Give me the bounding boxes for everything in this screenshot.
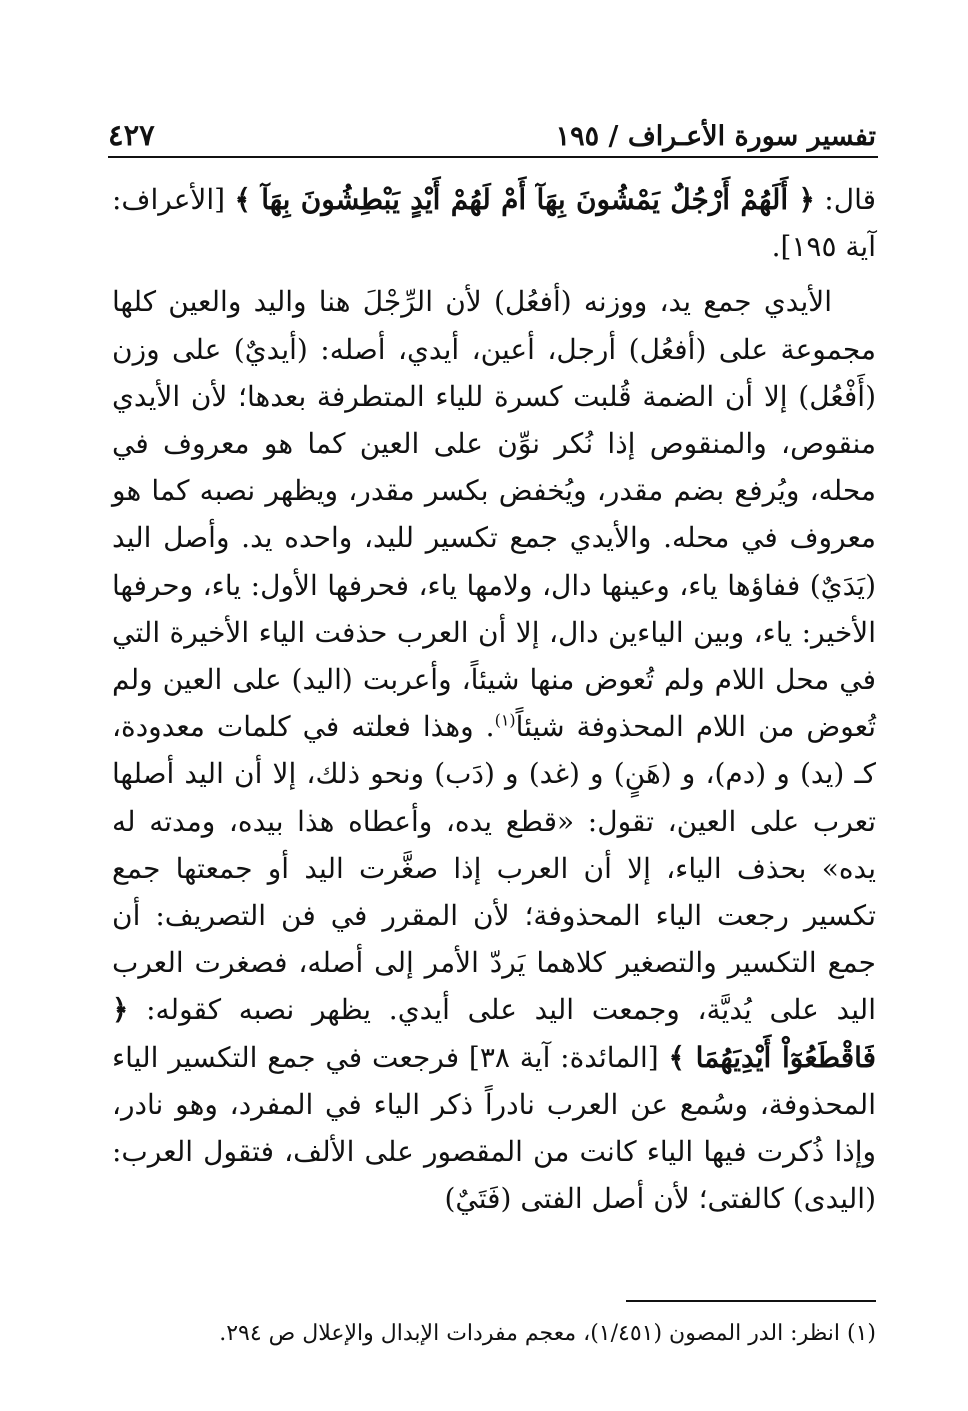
commentary-paragraph: [112, 278, 876, 1222]
paragraph-text-part-2: . وهذا فعلته في كلمات معدودة، كـ (يد) و (دم)، و (هَنٍ) و (غد) و (دَب) ونحو ذلك، إلا أن اليد أصلها تعرب على العين، تقول: «قطع يده، وأعطاه هذا بيده، ومدته له يده» بحذف الياء، إلا أن العرب إذا صغَّرت اليد أو جمعتها جمع تكسير رجعت الياء المحذوفة؛ لأن المقرر في فن التصريف: أن جمع التكسير والتصغير كلاهما يَردّ الأمر إلى أصله، فصغرت العرب اليد على يُديَّة، وجمعت اليد على أيدي. يظهر نصبه كقوله:: [112, 710, 876, 1027]
verse-intro: قال:: [824, 183, 876, 216]
quran-verse-inline: ﴿ فَاقْطَعُوٓاْ أَيْدِيَهُمَا ﴾: [112, 993, 876, 1074]
footnote-reference[interactable]: (١): [494, 710, 516, 730]
header-divider: [108, 156, 878, 158]
verse-reference: [الأعراف: آية ١٩٥].: [112, 183, 876, 264]
running-title: تفسير سورة الأعـراف / ١٩٥: [555, 121, 876, 152]
paragraph-text-part-1: الأيدي جمع يد، ووزنه (أفعُل) لأن الرِّجْلَ هنا واليد والعين كلها مجموعة على (أفعُل) أرجل، أعين، أيدي، أصله: (أيديٌ) على وزن (أَفْعُل) إلا أن الضمة قُلبت كسرة للياء المتطرفة بعدها؛ لأن الأيدي منقوص، والمنقوص إذا نُكر نوِّن على العين كما هو معروف في محله، ويُرفع بضم مقدر، ويُخفض بكسر مقدر، ويظهر نصبه كما هو معروف في محله. والأيدي جمع تكسير لليد، واحده يد. وأصل اليد (يَدَيٌ) ففاؤها ياء، وعينها دال، ولامها ياء، فحرفها الأول: ياء، وحرفها الأخير: ياء، وبين الياءين دال، إلا أن العرب حذفت الياء الأخيرة التي في محل اللام ولم تُعوض منها شيئاً، وأعربت (اليد) على العين ولم تُعوض من اللام المحذوفة شيئاً: [112, 285, 876, 744]
footnote: (١) انظر: الدر المصون (١/٤٥١)، معجم مفردات الإبدال والإعلال ص ٢٩٤.: [219, 1321, 876, 1346]
verse-citation: [112, 176, 876, 270]
quran-verse: ﴿ أَلَهُمْ أَرْجُلٌ يَمْشُونَ بِهَآ أَمْ لَهُمْ أَيْدٍ يَبْطِشُونَ بِهَآ ﴾: [234, 183, 815, 216]
page-header: [108, 112, 876, 152]
footnote-divider: [626, 1300, 876, 1302]
paragraph-text-part-3: [المائدة: آية ٣٨] فرجعت في جمع التكسير الياء المحذوفة، وسُمع عن العرب نادراً ذكر الياء في المفرد، وهو نادر، وإذا ذُكرت فيها الياء كانت من المقصور على الألف، فتقول العرب: (اليدى) كالفتى؛ لأن أصل الفتى (فَتَيٌ): [112, 1040, 876, 1216]
page-number: ٤٢٧: [108, 118, 155, 152]
main-text: [112, 176, 876, 1222]
